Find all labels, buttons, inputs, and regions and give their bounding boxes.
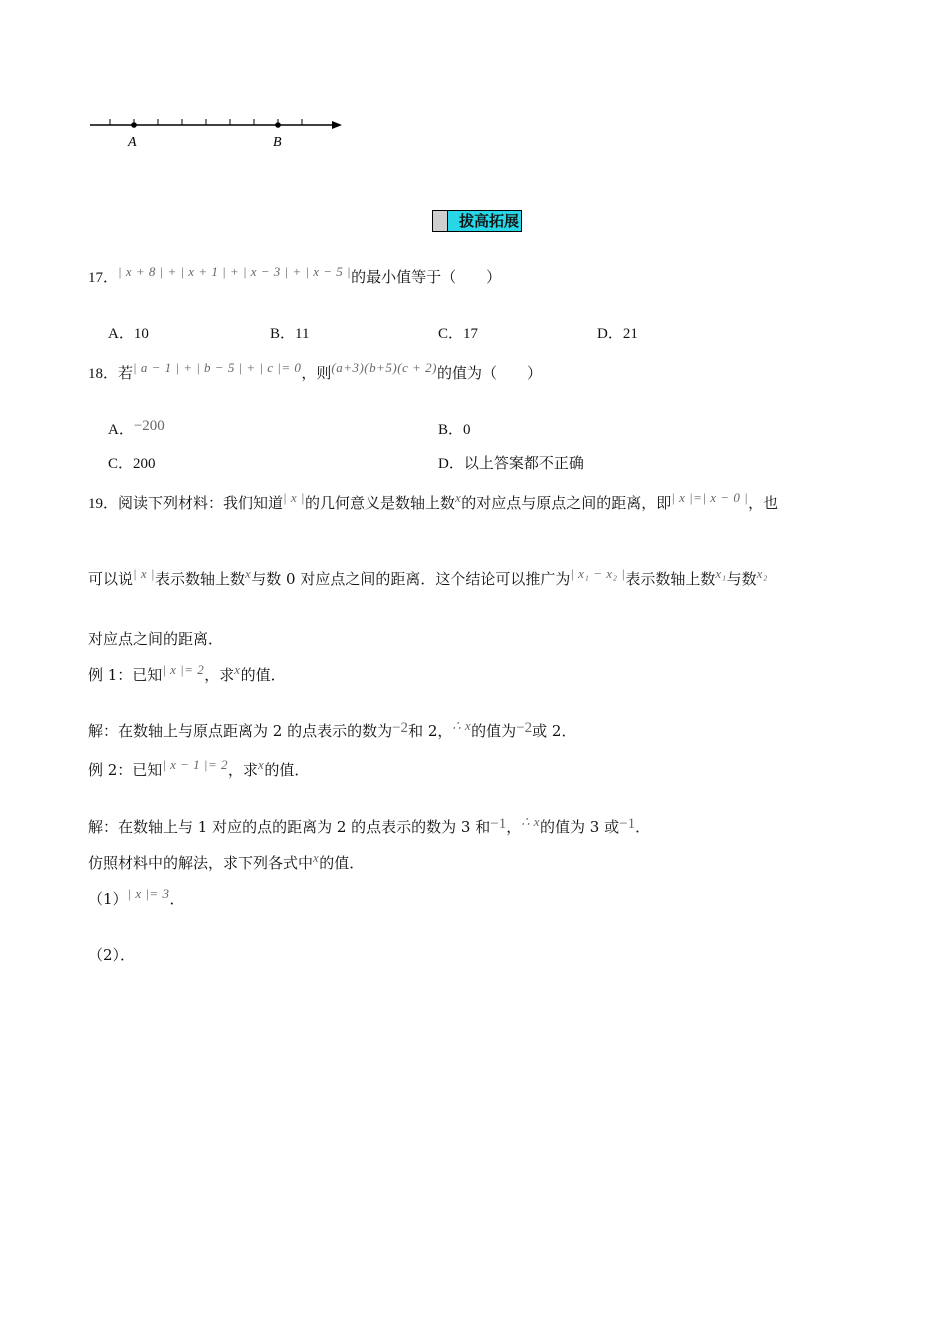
q19-line1: 19．阅读下列材料：我们知道| x |的几何意义是数轴上数x的对应点与原点之间的距离，即| x |=| x − 0 |，也 xyxy=(88,490,779,512)
number-line-ticks xyxy=(110,119,302,125)
example-2: 例 2：已知| x − 1 |= 2，求x的值． xyxy=(88,757,310,779)
number-line-figure xyxy=(88,112,348,156)
q19-line3: 对应点之间的距离． xyxy=(88,630,224,648)
part-1: （1）| x |= 3． xyxy=(88,886,185,908)
q18-option-a[interactable]: A．−200 xyxy=(108,418,165,438)
number-line-arrow xyxy=(332,121,342,129)
q17-option-a[interactable]: A．10 xyxy=(108,326,149,342)
q18-option-b[interactable]: B．0 xyxy=(438,422,471,438)
q18-stem: 18．若| a − 1 | + | b − 5 | + | c |= 0，则(a+3)(b+5)(c + 2)的值为（ ） xyxy=(88,360,542,382)
q18-option-c[interactable]: C．200 xyxy=(108,456,156,472)
part-2: （2）． xyxy=(88,946,136,964)
solution-2: 解：在数轴上与 1 对应的点的距离为 2 的点表示的数为 3 和−1，∴ x的值为 3 或−1． xyxy=(88,814,651,836)
q17-option-d[interactable]: D．21 xyxy=(597,326,638,342)
section-title: 拔高拓展 xyxy=(432,210,522,232)
q17-option-c[interactable]: C．17 xyxy=(438,326,479,342)
solution-1: 解：在数轴上与原点距离为 2 的点表示的数为−2和 2，∴ x的值为−2或 2． xyxy=(88,718,577,740)
q17-option-b[interactable]: B．11 xyxy=(270,326,310,342)
point-b xyxy=(275,122,281,128)
q19-line2: 可以说| x |表示数轴上数x与数 0 对应点之间的距离．这个结论可以推广为| x₁ − x₂ |表示数轴上数x₁与数x₂ xyxy=(88,566,768,588)
q17-stem: 17．| x + 8 | + | x + 1 | + | x − 3 | + | x − 5 |的最小值等于（ ） xyxy=(88,264,502,286)
task-instruction: 仿照材料中的解法，求下列各式中x的值． xyxy=(88,850,365,872)
label-b: B xyxy=(273,135,282,150)
label-a: A xyxy=(128,135,137,150)
point-a xyxy=(131,122,137,128)
q18-option-d[interactable]: D．以上答案都不正确 xyxy=(438,456,584,472)
example-1: 例 1：已知| x |= 2，求x的值． xyxy=(88,662,286,684)
